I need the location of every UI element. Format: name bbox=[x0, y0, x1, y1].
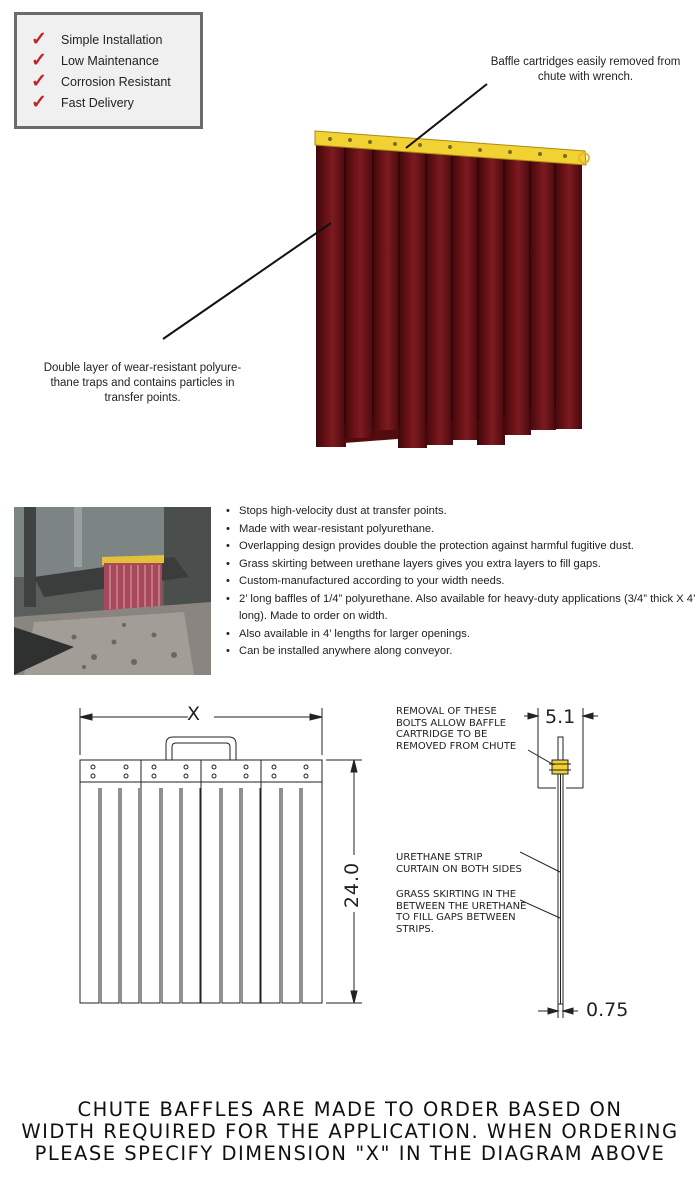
feature-item: ✓ Fast Delivery bbox=[31, 92, 134, 113]
list-item: • Stops high-velocity dust at transfer points. bbox=[226, 503, 696, 521]
check-icon: ✓ bbox=[31, 92, 47, 113]
strip-outlines bbox=[80, 782, 322, 1003]
ordering-note: CHUTE BAFFLES ARE MADE TO ORDER BASED ON WIDTH REQUIRED FOR THE APPLICATION. WHEN ORDERING PLEASE SPECIFY DIMENSION "X" IN THE DIAGRAM ABOVE bbox=[21, 1098, 679, 1165]
feature-item: ✓ Low Maintenance bbox=[31, 50, 159, 71]
check-icon: ✓ bbox=[31, 71, 47, 92]
note-urethane-strip: URETHANE STRIP CURTAIN ON BOTH SIDES bbox=[396, 852, 522, 875]
dimension-height-label: 24.0 bbox=[341, 861, 363, 909]
note-bolts: REMOVAL OF THESE BOLTS ALLOW BAFFLE CARTRIDGE TO BE REMOVED FROM CHUTE bbox=[396, 706, 517, 752]
list-item: • Also available in 4’ lengths for larger openings. bbox=[226, 626, 696, 644]
feature-bullet-list bbox=[226, 503, 696, 661]
list-item: • Overlapping design provides double the protection against harmful fugitive dust. bbox=[226, 538, 696, 556]
dimension-x-label: X bbox=[187, 703, 201, 725]
list-item: • 2’ long baffles of 1/4” polyurethane. Also available for heavy-duty applications (3/4” thick X 4’ long). Made to order on width. bbox=[226, 591, 696, 626]
callout-double-layer: Double layer of wear-resistant polyure- thane traps and contains particles in transfer points. bbox=[43, 362, 242, 404]
check-icon: ✓ bbox=[31, 50, 47, 71]
list-item: • Made with wear-resistant polyurethane. bbox=[226, 521, 696, 539]
side-view-drawing bbox=[520, 700, 680, 1030]
check-icon: ✓ bbox=[31, 29, 47, 50]
feature-item: ✓ Corrosion Resistant bbox=[31, 71, 171, 92]
callout-baffle-cartridges: Baffle cartridges easily removed from chute with wrench. bbox=[490, 56, 681, 83]
installed-baffle-photo bbox=[14, 507, 211, 675]
note-grass-skirting: GRASS SKIRTING IN THE BETWEEN THE URETHANE TO FILL GAPS BETWEEN STRIPS. bbox=[396, 889, 527, 935]
feature-item: ✓ Simple Installation bbox=[31, 29, 163, 50]
list-item: • Grass skirting between urethane layers gives you extra layers to fill gaps. bbox=[226, 556, 696, 574]
dimension-side-width-label: 5.1 bbox=[545, 706, 576, 728]
dimension-thickness-label: 0.75 bbox=[586, 999, 629, 1021]
list-item: • Custom-manufactured according to your width needs. bbox=[226, 573, 696, 591]
list-item: • Can be installed anywhere along conveyor. bbox=[226, 643, 696, 661]
